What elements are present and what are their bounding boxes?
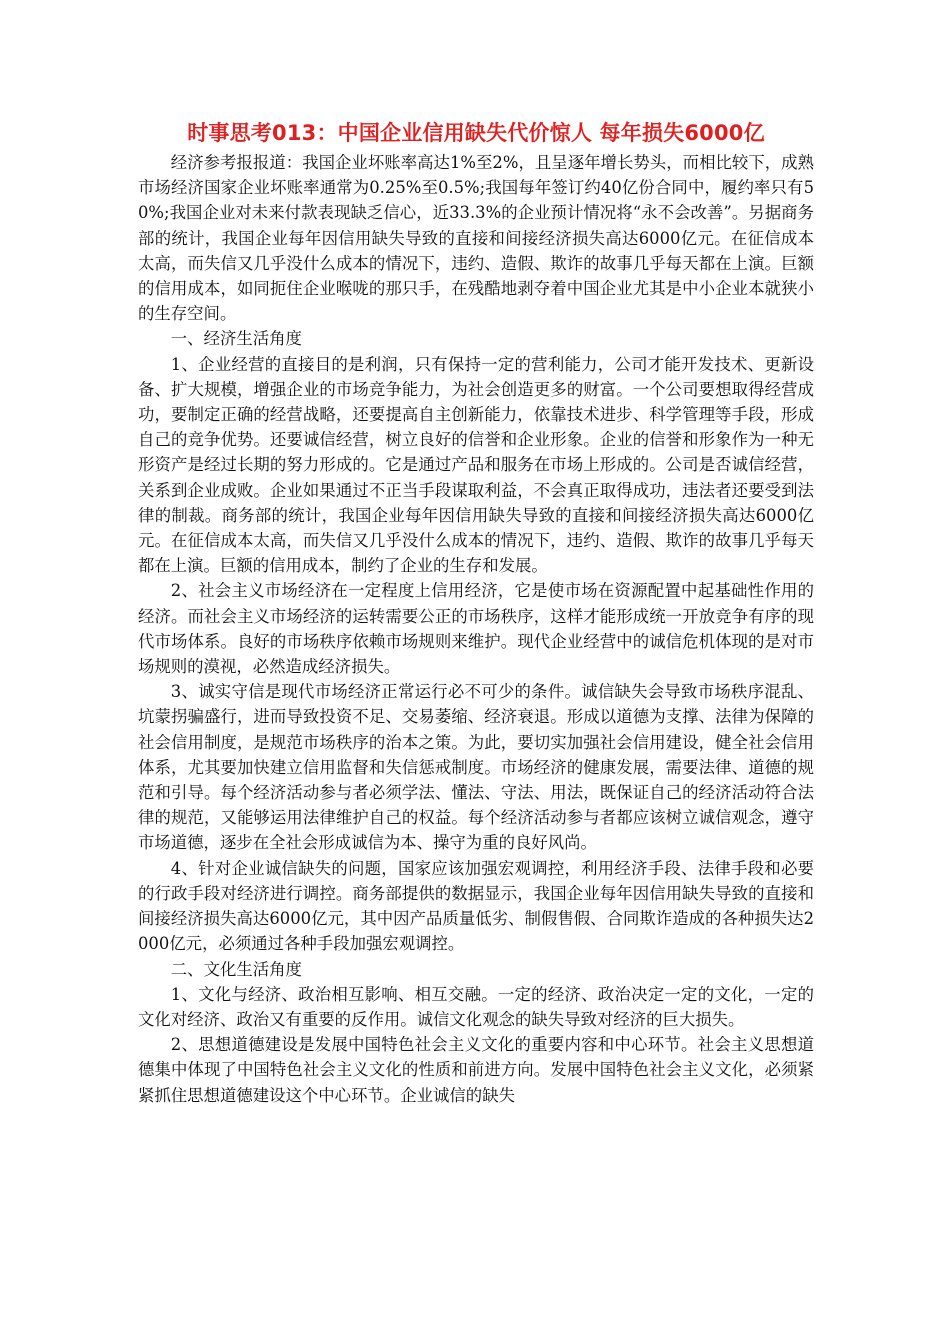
economic-point-4: 4、针对企业诚信缺失的问题，国家应该加强宏观调控，利用经济手段、法律手段和必要的行政手段对经济进行调控。商务部提供的数据显示，我国企业每年因信用缺失导致的直接和间接经济损失高达6000亿元，其中因产品质量低劣、制假售假、合同欺诈造成的各种损失达2000亿元，必须通过各种手段加强宏观调控。 [138, 858, 814, 954]
economic-point-1: 1、企业经营的直接目的是利润，只有保持一定的营利能力，公司才能开发技术、更新设备、扩大规模，增强企业的市场竞争能力，为社会创造更多的财富。一个公司要想取得经营成功，要制定正确的经营战略，还要提高自主创新能力，依靠技术进步、科学管理等手段，形成自己的竞争优势。还要诚信经营，树立良好的信誉和企业形象。企业的信誉和形象作为一种无形资产是经过长期的努力形成的。它是通过产品和服务在市场上形成的。公司是否诚信经营，关系到企业成败。企业如果通过不正当手段谋取利益，不会真正取得成功，违法者还要受到法律的制裁。商务部的统计，我国企业每年因信用缺失导致的直接和间接经济损失高达6000亿元。在征信成本太高，而失信又几乎没什么成本的情况下，违约、造假、欺诈的故事几乎每天都在上演。巨额的信用成本，制约了企业的生存和发展。 [138, 354, 814, 576]
document-title: 时事思考013：中国企业信用缺失代价惊人 每年损失6000亿 [187, 121, 765, 145]
cultural-point-2: 2、思想道德建设是发展中国特色社会主义文化的重要内容和中心环节。社会主义思想道德集中体现了中国特色社会主义文化的性质和前进方向。发展中国特色社会主义文化，必须紧紧抓住思想道德建设这个中心环节。企业诚信的缺失 [138, 1035, 814, 1105]
document-page [138, 118, 814, 1108]
economic-point-3: 3、诚实守信是现代市场经济正常运行必不可少的条件。诚信缺失会导致市场秩序混乱、坑蒙拐骗盛行，进而导致投资不足、交易萎缩、经济衰退。形成以道德为支撑、法律为保障的社会信用制度，是规范市场秩序的治本之策。为此，要切实加强社会信用建设，健全社会信用体系，尤其要加快建立信用监督和失信惩戒制度。市场经济的健康发展，需要法律、道德的规范和引导。每个经济活动参与者必须学法、懂法、守法、用法，既保证自己的经济活动符合法律的规范，又能够运用法律维护自己的权益。每个经济活动参与者都应该树立诚信观念，遵守市场道德，逐步在全社会形成诚信为本、操守为重的良好风尚。 [138, 682, 814, 853]
section-heading-economic: 一、经济生活角度 [170, 329, 302, 349]
intro-paragraph: 经济参考报报道：我国企业坏账率高达1%至2%，且呈逐年增长势头，而相比较下，成熟市场经济国家企业坏账率通常为0.25%至0.5%;我国每年签订约40亿份合同中，履约率只有50%;我国企业对未来付款表现缺乏信心，近33.3%的企业预计情况将“永不会改善”。另据商务部的统计，我国企业每年因信用缺失导致的直接和间接经济损失高达6000亿元。在征信成本太高，而失信又几乎没什么成本的情况下，违约、造假、欺诈的故事几乎每天都在上演。巨额的信用成本，如同扼住企业喉咙的那只手，在残酷地剥夺着中国企业尤其是中小企业本就狭小的生存空间。 [138, 153, 814, 324]
section-heading-cultural: 二、文化生活角度 [170, 959, 302, 979]
cultural-point-1: 1、文化与经济、政治相互影响、相互交融。一定的经济、政治决定一定的文化，一定的文化对经济、政治又有重要的反作用。诚信文化观念的缺失导致对经济的巨大损失。 [138, 984, 814, 1029]
economic-point-2: 2、社会主义市场经济在一定程度上信用经济，它是使市场在资源配置中起基础性作用的经济。而社会主义市场经济的运转需要公正的市场秩序，这样才能形成统一开放竞争有序的现代市场体系。良好的市场秩序依赖市场规则来维护。现代企业经营中的诚信危机体现的是对市场规则的漠视，必然造成经济损失。 [138, 581, 814, 677]
